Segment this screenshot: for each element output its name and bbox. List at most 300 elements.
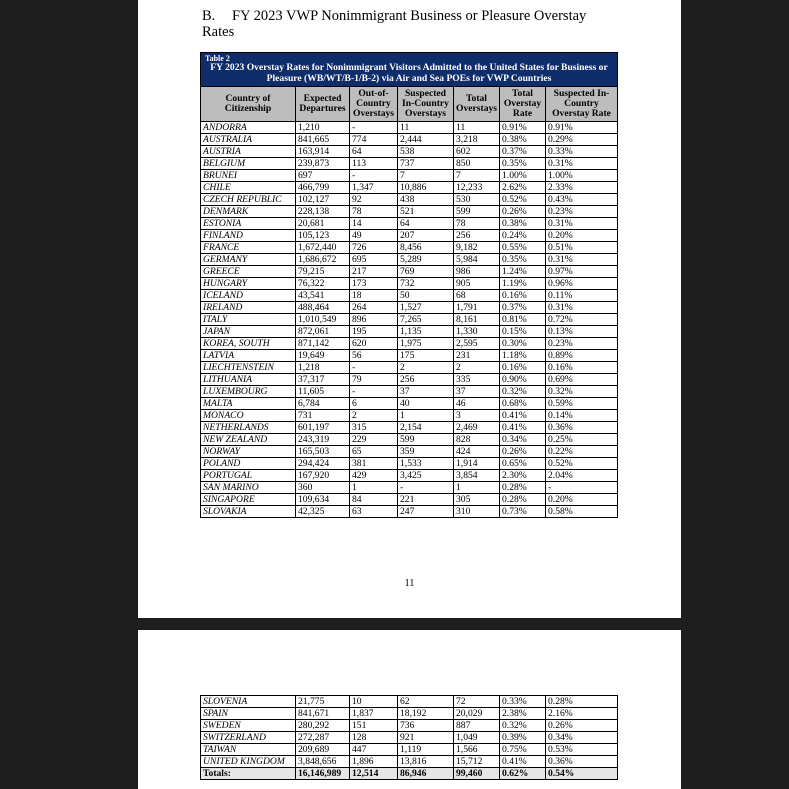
value-cell: 1,347: [350, 182, 398, 194]
country-cell: SINGAPORE: [201, 494, 296, 506]
value-cell: 207: [398, 230, 454, 242]
column-header: Total Overstay Rate: [500, 87, 546, 122]
value-cell: 0.52%: [500, 194, 546, 206]
value-cell: 3,218: [454, 134, 500, 146]
value-cell: 0.32%: [500, 720, 546, 732]
value-cell: 0.75%: [500, 744, 546, 756]
value-cell: 0.22%: [546, 446, 618, 458]
value-cell: 921: [398, 732, 454, 744]
value-cell: 43,541: [296, 290, 350, 302]
value-cell: 68: [454, 290, 500, 302]
value-cell: 37: [454, 386, 500, 398]
value-cell: 18: [350, 290, 398, 302]
value-cell: 0.36%: [546, 422, 618, 434]
value-cell: 769: [398, 266, 454, 278]
overstay-table: [200, 52, 618, 518]
value-cell: 40: [398, 398, 454, 410]
country-cell: FINLAND: [201, 230, 296, 242]
value-cell: 731: [296, 410, 350, 422]
value-cell: 0.13%: [546, 326, 618, 338]
value-cell: 79,215: [296, 266, 350, 278]
table-body-page-1: [201, 122, 618, 518]
value-cell: 0.55%: [500, 242, 546, 254]
value-cell: 64: [350, 146, 398, 158]
value-cell: 2.33%: [546, 182, 618, 194]
value-cell: 0.32%: [546, 386, 618, 398]
value-cell: 429: [350, 470, 398, 482]
value-cell: 1,914: [454, 458, 500, 470]
totals-value: 0.54%: [546, 768, 618, 780]
table-row: [201, 266, 618, 278]
table-row: [201, 506, 618, 518]
value-cell: 256: [454, 230, 500, 242]
value-cell: 0.38%: [500, 134, 546, 146]
section-title: FY 2023 VWP Nonimmigrant Business or Pleasure Overstay Rates: [202, 8, 587, 40]
country-cell: ITALY: [201, 314, 296, 326]
value-cell: 488,464: [296, 302, 350, 314]
value-cell: 0.25%: [546, 434, 618, 446]
table-row: [201, 446, 618, 458]
value-cell: 726: [350, 242, 398, 254]
value-cell: 0.53%: [546, 744, 618, 756]
value-cell: 0.20%: [546, 494, 618, 506]
value-cell: 173: [350, 278, 398, 290]
country-cell: LUXEMBOURG: [201, 386, 296, 398]
column-header: Country of Citizenship: [201, 87, 296, 122]
value-cell: 0.73%: [500, 506, 546, 518]
value-cell: 1,686,672: [296, 254, 350, 266]
value-cell: 72: [454, 696, 500, 708]
value-cell: 175: [398, 350, 454, 362]
table-row: [201, 386, 618, 398]
value-cell: 49: [350, 230, 398, 242]
value-cell: 841,671: [296, 708, 350, 720]
value-cell: 10: [350, 696, 398, 708]
country-cell: AUSTRALIA: [201, 134, 296, 146]
value-cell: 0.31%: [546, 218, 618, 230]
table-row: [201, 194, 618, 206]
value-cell: 0.69%: [546, 374, 618, 386]
value-cell: 0.23%: [546, 206, 618, 218]
table-row: [201, 278, 618, 290]
value-cell: 0.96%: [546, 278, 618, 290]
table-row: [201, 314, 618, 326]
value-cell: 0.35%: [500, 254, 546, 266]
value-cell: 78: [454, 218, 500, 230]
table-row: [201, 146, 618, 158]
value-cell: 0.16%: [546, 362, 618, 374]
value-cell: 21,775: [296, 696, 350, 708]
value-cell: 1: [350, 482, 398, 494]
country-cell: TAIWAN: [201, 744, 296, 756]
value-cell: 102,127: [296, 194, 350, 206]
value-cell: 56: [350, 350, 398, 362]
value-cell: 1: [454, 482, 500, 494]
value-cell: 0.65%: [500, 458, 546, 470]
value-cell: 50: [398, 290, 454, 302]
value-cell: 0.14%: [546, 410, 618, 422]
value-cell: 0.15%: [500, 326, 546, 338]
value-cell: 272,287: [296, 732, 350, 744]
value-cell: 2: [350, 410, 398, 422]
country-cell: GERMANY: [201, 254, 296, 266]
table-row: [201, 182, 618, 194]
document-page-2: [138, 630, 681, 789]
value-cell: 6,784: [296, 398, 350, 410]
value-cell: 599: [454, 206, 500, 218]
table-row: [201, 302, 618, 314]
value-cell: 163,914: [296, 146, 350, 158]
value-cell: 0.51%: [546, 242, 618, 254]
country-cell: SLOVENIA: [201, 696, 296, 708]
country-cell: CZECH REPUBLIC: [201, 194, 296, 206]
value-cell: 0.30%: [500, 338, 546, 350]
value-cell: 1.18%: [500, 350, 546, 362]
value-cell: 0.89%: [546, 350, 618, 362]
value-cell: 0.26%: [500, 206, 546, 218]
country-cell: AUSTRIA: [201, 146, 296, 158]
column-header: Out-of-Country Overstays: [350, 87, 398, 122]
value-cell: 243,319: [296, 434, 350, 446]
table-row: [201, 494, 618, 506]
value-cell: 0.97%: [546, 266, 618, 278]
value-cell: 2.16%: [546, 708, 618, 720]
column-header: Suspected In-Country Overstay Rate: [546, 87, 618, 122]
value-cell: 0.33%: [546, 146, 618, 158]
country-cell: DENMARK: [201, 206, 296, 218]
value-cell: 2: [398, 362, 454, 374]
value-cell: 0.32%: [500, 386, 546, 398]
value-cell: 0.34%: [546, 732, 618, 744]
value-cell: 37,317: [296, 374, 350, 386]
value-cell: 11: [454, 122, 500, 134]
value-cell: 19,649: [296, 350, 350, 362]
value-cell: 732: [398, 278, 454, 290]
value-cell: 1,533: [398, 458, 454, 470]
table-row: [201, 230, 618, 242]
value-cell: 217: [350, 266, 398, 278]
page-number: 11: [404, 578, 415, 589]
table-row: [201, 434, 618, 446]
country-cell: BELGIUM: [201, 158, 296, 170]
country-cell: ESTONIA: [201, 218, 296, 230]
value-cell: 13,816: [398, 756, 454, 768]
value-cell: 2,595: [454, 338, 500, 350]
totals-label: Totals:: [201, 768, 296, 780]
value-cell: 0.91%: [500, 122, 546, 134]
value-cell: 0.91%: [546, 122, 618, 134]
country-cell: SPAIN: [201, 708, 296, 720]
value-cell: 538: [398, 146, 454, 158]
value-cell: 737: [398, 158, 454, 170]
value-cell: 20,681: [296, 218, 350, 230]
value-cell: 695: [350, 254, 398, 266]
table-row: [201, 482, 618, 494]
value-cell: 0.68%: [500, 398, 546, 410]
value-cell: 256: [398, 374, 454, 386]
country-cell: PORTUGAL: [201, 470, 296, 482]
value-cell: 20,029: [454, 708, 500, 720]
value-cell: 1.00%: [546, 170, 618, 182]
table-row: [201, 744, 618, 756]
value-cell: 11: [398, 122, 454, 134]
value-cell: 871,142: [296, 338, 350, 350]
value-cell: -: [546, 482, 618, 494]
value-cell: 92: [350, 194, 398, 206]
table-row: [201, 326, 618, 338]
value-cell: 1,049: [454, 732, 500, 744]
value-cell: 0.28%: [500, 482, 546, 494]
totals-value: 99,460: [454, 768, 500, 780]
value-cell: 0.26%: [546, 720, 618, 732]
table-header-row: [201, 87, 618, 122]
value-cell: 6: [350, 398, 398, 410]
value-cell: 0.41%: [500, 756, 546, 768]
value-cell: 774: [350, 134, 398, 146]
totals-value: 0.62%: [500, 768, 546, 780]
value-cell: 264: [350, 302, 398, 314]
value-cell: 0.23%: [546, 338, 618, 350]
value-cell: -: [350, 386, 398, 398]
value-cell: 7,265: [398, 314, 454, 326]
table-row: [201, 242, 618, 254]
table-row: [201, 458, 618, 470]
value-cell: 294,424: [296, 458, 350, 470]
value-cell: 195: [350, 326, 398, 338]
value-cell: 64: [398, 218, 454, 230]
table-row: [201, 708, 618, 720]
value-cell: 84: [350, 494, 398, 506]
table-row: [201, 422, 618, 434]
country-cell: UNITED KINGDOM: [201, 756, 296, 768]
value-cell: 0.28%: [500, 494, 546, 506]
value-cell: 0.59%: [546, 398, 618, 410]
value-cell: 1,566: [454, 744, 500, 756]
value-cell: 228,138: [296, 206, 350, 218]
value-cell: 1: [398, 410, 454, 422]
value-cell: 447: [350, 744, 398, 756]
value-cell: 10,886: [398, 182, 454, 194]
value-cell: 697: [296, 170, 350, 182]
value-cell: 7: [454, 170, 500, 182]
value-cell: 11,605: [296, 386, 350, 398]
value-cell: 151: [350, 720, 398, 732]
section-heading: [202, 8, 622, 40]
value-cell: 359: [398, 446, 454, 458]
value-cell: 229: [350, 434, 398, 446]
value-cell: 105,123: [296, 230, 350, 242]
value-cell: 15,712: [454, 756, 500, 768]
value-cell: 620: [350, 338, 398, 350]
value-cell: -: [350, 170, 398, 182]
value-cell: 0.37%: [500, 146, 546, 158]
value-cell: 602: [454, 146, 500, 158]
value-cell: 239,873: [296, 158, 350, 170]
value-cell: 850: [454, 158, 500, 170]
country-cell: NETHERLANDS: [201, 422, 296, 434]
country-cell: MALTA: [201, 398, 296, 410]
value-cell: 9,182: [454, 242, 500, 254]
value-cell: 310: [454, 506, 500, 518]
table-caption: [201, 53, 618, 87]
value-cell: 18,192: [398, 708, 454, 720]
value-cell: 0.31%: [546, 158, 618, 170]
value-cell: 0.58%: [546, 506, 618, 518]
value-cell: 0.43%: [546, 194, 618, 206]
country-cell: NORWAY: [201, 446, 296, 458]
value-cell: 601,197: [296, 422, 350, 434]
value-cell: 0.90%: [500, 374, 546, 386]
value-cell: 247: [398, 506, 454, 518]
value-cell: 280,292: [296, 720, 350, 732]
table-body-page-2: [201, 696, 618, 780]
country-cell: SLOVAKIA: [201, 506, 296, 518]
value-cell: 1,218: [296, 362, 350, 374]
table-row: [201, 374, 618, 386]
value-cell: 8,161: [454, 314, 500, 326]
value-cell: 1,010,549: [296, 314, 350, 326]
value-cell: 887: [454, 720, 500, 732]
value-cell: 0.20%: [546, 230, 618, 242]
table-row: [201, 206, 618, 218]
value-cell: 0.26%: [500, 446, 546, 458]
country-cell: NEW ZEALAND: [201, 434, 296, 446]
column-header: Suspected In-Country Overstays: [398, 87, 454, 122]
value-cell: 0.37%: [500, 302, 546, 314]
table-row: [201, 170, 618, 182]
document-page-1: [138, 0, 681, 618]
value-cell: 221: [398, 494, 454, 506]
value-cell: 5,289: [398, 254, 454, 266]
value-cell: 1,975: [398, 338, 454, 350]
value-cell: 0.28%: [546, 696, 618, 708]
value-cell: 736: [398, 720, 454, 732]
value-cell: 986: [454, 266, 500, 278]
table-row: [201, 158, 618, 170]
value-cell: 46: [454, 398, 500, 410]
table-row: [201, 338, 618, 350]
country-cell: HUNGARY: [201, 278, 296, 290]
country-cell: SAN MARINO: [201, 482, 296, 494]
value-cell: 1,135: [398, 326, 454, 338]
value-cell: 0.24%: [500, 230, 546, 242]
value-cell: 5,984: [454, 254, 500, 266]
value-cell: 37: [398, 386, 454, 398]
country-cell: LITHUANIA: [201, 374, 296, 386]
value-cell: 599: [398, 434, 454, 446]
value-cell: 1,330: [454, 326, 500, 338]
value-cell: 3,854: [454, 470, 500, 482]
value-cell: 0.41%: [500, 410, 546, 422]
value-cell: 62: [398, 696, 454, 708]
value-cell: 872,061: [296, 326, 350, 338]
value-cell: 42,325: [296, 506, 350, 518]
value-cell: 78: [350, 206, 398, 218]
table-row: [201, 470, 618, 482]
value-cell: 165,503: [296, 446, 350, 458]
table-row: [201, 122, 618, 134]
table-label: Table 2: [205, 54, 230, 63]
value-cell: 1,119: [398, 744, 454, 756]
table-row: [201, 410, 618, 422]
country-cell: LIECHTENSTEIN: [201, 362, 296, 374]
value-cell: 76,322: [296, 278, 350, 290]
column-header: Expected Departures: [296, 87, 350, 122]
value-cell: 14: [350, 218, 398, 230]
value-cell: 12,233: [454, 182, 500, 194]
country-cell: ICELAND: [201, 290, 296, 302]
value-cell: 841,665: [296, 134, 350, 146]
value-cell: 0.35%: [500, 158, 546, 170]
country-cell: POLAND: [201, 458, 296, 470]
value-cell: 231: [454, 350, 500, 362]
table-row: [201, 756, 618, 768]
value-cell: 0.33%: [500, 696, 546, 708]
value-cell: 521: [398, 206, 454, 218]
value-cell: 79: [350, 374, 398, 386]
value-cell: 2.30%: [500, 470, 546, 482]
country-cell: GREECE: [201, 266, 296, 278]
table-row: [201, 362, 618, 374]
value-cell: 1,210: [296, 122, 350, 134]
value-cell: 530: [454, 194, 500, 206]
value-cell: 0.81%: [500, 314, 546, 326]
value-cell: 896: [350, 314, 398, 326]
table-row: [201, 254, 618, 266]
value-cell: 0.38%: [500, 218, 546, 230]
table-row: [201, 218, 618, 230]
value-cell: 0.34%: [500, 434, 546, 446]
value-cell: 0.16%: [500, 362, 546, 374]
value-cell: 0.72%: [546, 314, 618, 326]
value-cell: 1.19%: [500, 278, 546, 290]
value-cell: 305: [454, 494, 500, 506]
value-cell: -: [398, 482, 454, 494]
value-cell: 3: [454, 410, 500, 422]
value-cell: 0.41%: [500, 422, 546, 434]
value-cell: 0.11%: [546, 290, 618, 302]
value-cell: 424: [454, 446, 500, 458]
value-cell: 0.29%: [546, 134, 618, 146]
totals-value: 12,514: [350, 768, 398, 780]
country-cell: ANDORRA: [201, 122, 296, 134]
value-cell: 381: [350, 458, 398, 470]
value-cell: 2.38%: [500, 708, 546, 720]
value-cell: 360: [296, 482, 350, 494]
country-cell: FRANCE: [201, 242, 296, 254]
totals-value: 86,946: [398, 768, 454, 780]
value-cell: 335: [454, 374, 500, 386]
table-row: [201, 720, 618, 732]
value-cell: 63: [350, 506, 398, 518]
value-cell: 109,634: [296, 494, 350, 506]
value-cell: 438: [398, 194, 454, 206]
value-cell: 113: [350, 158, 398, 170]
section-number: B.: [202, 8, 216, 24]
country-cell: SWEDEN: [201, 720, 296, 732]
country-cell: IRELAND: [201, 302, 296, 314]
value-cell: -: [350, 122, 398, 134]
table-row: [201, 290, 618, 302]
table-row: [201, 398, 618, 410]
value-cell: 7: [398, 170, 454, 182]
value-cell: 8,456: [398, 242, 454, 254]
country-cell: KOREA, SOUTH: [201, 338, 296, 350]
table-row: [201, 732, 618, 744]
value-cell: 315: [350, 422, 398, 434]
totals-row: [201, 768, 618, 780]
table-row: [201, 134, 618, 146]
